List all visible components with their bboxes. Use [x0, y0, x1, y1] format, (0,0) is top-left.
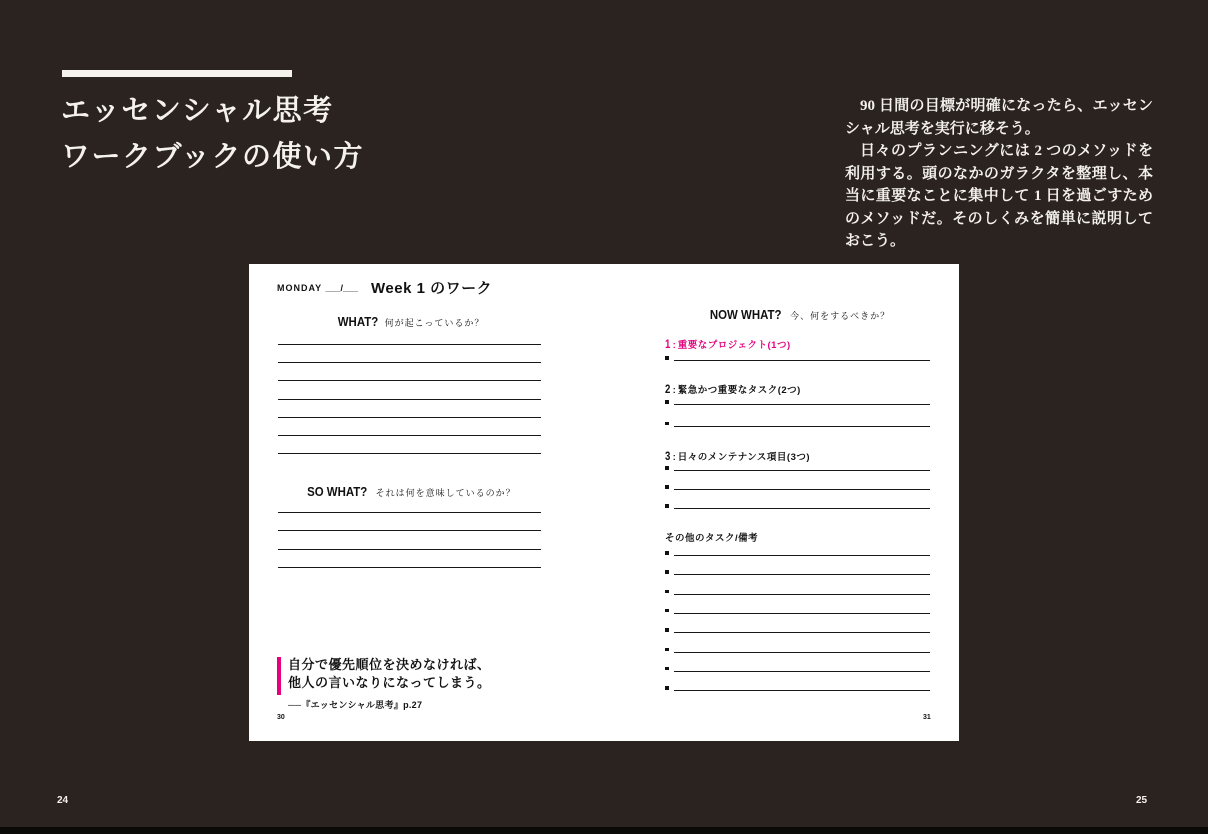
bullet-square — [665, 356, 669, 360]
quote-source: ──『エッセンシャル思考』p.27 — [288, 700, 423, 710]
bullet-square — [665, 504, 669, 508]
task-rule — [674, 574, 930, 575]
other-tasks-label: その他のタスク/備考 — [665, 533, 759, 544]
book-page-number-right: 25 — [1136, 795, 1148, 806]
page-title-line1: エッセンシャル思考 — [61, 95, 334, 127]
task-entry-line — [665, 647, 930, 653]
quote-accent-bar — [277, 657, 281, 695]
task-rule — [674, 690, 930, 691]
task-rule — [674, 508, 930, 509]
task-rule — [674, 360, 930, 361]
task-entry-line — [665, 421, 930, 427]
writing-line — [278, 380, 541, 381]
writing-line — [278, 530, 541, 531]
bullet-square — [665, 485, 669, 489]
now-what-heading-en: NOW WHAT? — [709, 307, 782, 322]
title-rule — [62, 70, 292, 77]
now-what-heading-ja: 今、何をするべきか？ — [790, 311, 891, 321]
day-label: MONDAY — [277, 283, 323, 293]
task-rule — [674, 652, 930, 653]
section-separator: : — [672, 452, 676, 462]
writing-line — [278, 362, 541, 363]
workbook-page — [249, 264, 959, 741]
book-page-number-left: 24 — [57, 795, 69, 806]
inner-page-number-right: 31 — [923, 714, 931, 721]
bullet-square — [665, 686, 669, 690]
intro-paragraph — [845, 95, 1153, 253]
quote-text — [288, 656, 491, 691]
what-heading-ja: 何が起こっているか？ — [384, 318, 485, 328]
task-entry-line — [665, 589, 930, 595]
page-title-line2: ワークブックの使い方 — [61, 141, 364, 173]
task-entry-line — [665, 666, 930, 672]
task-entry-line — [665, 608, 930, 614]
writing-line — [278, 344, 541, 345]
inner-page-number-left: 30 — [277, 714, 285, 721]
intro-paragraph-2: 日々のプランニングには 2 つのメソッドを利用する。頭のなかのガラクタを整理し、本当に重要なことに集中して 1 日を過ごすためのメソッドだ。そのしくみを簡単に説明しておこう。 — [845, 143, 1153, 249]
writing-line — [278, 399, 541, 400]
section-number: 3 — [665, 449, 671, 463]
section-label-2 — [665, 380, 801, 398]
bullet-square — [665, 551, 669, 555]
task-rule — [674, 489, 930, 490]
so-what-heading — [278, 483, 541, 501]
section-number: 1 — [665, 337, 671, 351]
section-label-text: 日々のメンテナンス項目(3つ) — [677, 452, 811, 463]
date-blank-field: ___/___ — [325, 283, 359, 293]
what-heading-en: WHAT? — [337, 314, 378, 329]
section-label-text: 重要なプロジェクト(1つ) — [677, 340, 791, 351]
section-separator: : — [672, 340, 676, 350]
bullet-square — [665, 422, 669, 426]
bullet-square — [665, 667, 669, 671]
quote-line1: 自分で優先順位を決めなければ、 — [288, 657, 491, 672]
writing-line — [278, 512, 541, 513]
task-rule — [674, 594, 930, 595]
writing-line — [278, 417, 541, 418]
task-rule — [674, 632, 930, 633]
task-entry-line — [665, 685, 930, 691]
section-separator: : — [672, 385, 676, 395]
bullet-square — [665, 590, 669, 594]
bullet-square — [665, 570, 669, 574]
section-label-3 — [665, 447, 810, 465]
task-rule — [674, 613, 930, 614]
section-number: 2 — [665, 382, 671, 396]
task-rule — [674, 470, 930, 471]
writing-line — [278, 567, 541, 568]
writing-line — [278, 549, 541, 550]
bullet-square — [665, 648, 669, 652]
section-label-1 — [665, 335, 791, 353]
task-entry-line — [665, 569, 930, 575]
task-entry-line — [665, 627, 930, 633]
bullet-square — [665, 609, 669, 613]
task-rule — [674, 404, 930, 405]
bullet-square — [665, 400, 669, 404]
bullet-square — [665, 466, 669, 470]
task-entry-line — [665, 503, 930, 509]
quote-line2: 他人の言いなりになってしまう。 — [288, 674, 491, 690]
task-entry-line — [665, 465, 930, 471]
day-header — [277, 283, 358, 293]
task-entry-line — [665, 550, 930, 556]
writing-line — [278, 453, 541, 454]
intro-paragraph-1: 90 日間の目標が明確になったら、エッセンシャル思考を実行に移そう。 — [845, 98, 1153, 137]
what-heading — [278, 313, 541, 331]
bottom-edge-strip — [0, 827, 1208, 834]
task-rule — [674, 426, 930, 427]
section-label-text: 緊急かつ重要なタスク(2つ) — [677, 385, 801, 396]
task-entry-line — [665, 484, 930, 490]
worksheet-title: Week 1 のワーク — [371, 280, 493, 297]
task-rule — [674, 671, 930, 672]
bullet-square — [665, 628, 669, 632]
now-what-heading — [665, 306, 930, 324]
so-what-heading-ja: それは何を意味しているのか？ — [375, 488, 516, 498]
task-entry-line — [665, 399, 930, 405]
page-title — [61, 88, 364, 180]
so-what-heading-en: SO WHAT? — [307, 484, 368, 499]
task-rule — [674, 555, 930, 556]
task-entry-line — [665, 355, 930, 361]
writing-line — [278, 435, 541, 436]
